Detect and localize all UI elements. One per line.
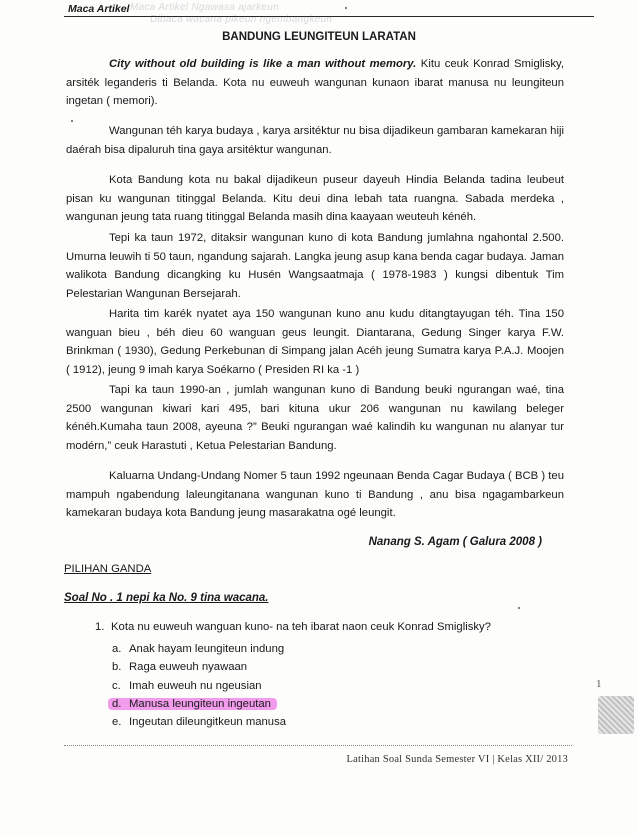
answer-option-wrap — [108, 698, 277, 710]
question-text: Kota nu euweuh wanguan kuno- na teh ibarat naon ceuk Konrad Smiglisky? — [111, 621, 491, 633]
option-letter: e. — [112, 716, 122, 729]
header-label: Maca Artikel — [68, 3, 130, 15]
article-paragraph-1-text: Kitu ceuk Konrad Smiglisky, arsiték leganderis ti Belanda. Kota nu euweuh wangunan kunaon ibarat manusa nu leungiteun ingetan ( memori). — [66, 58, 564, 107]
header-rule — [64, 16, 594, 17]
article-paragraph-7: Kaluarna Undang-Undang Nomer 5 taun 1992 ngeunaan Benda Cagar Budaya ( BCB ) teu mampuh ngabendung laleungitanana wangunan kuno ti Bandung , anu bisa ngagambarkeun kamekaran budaya kota Bandung jeung masarakatna ogé leungit. — [66, 470, 564, 519]
option-text: Anak hayam leungiteun indung — [129, 643, 285, 655]
answer-option — [112, 713, 286, 731]
page-footer: Latihan Soal Sunda Semester VI | Kelas XII/ 2013 — [346, 754, 568, 765]
option-text: Manusa leungiteun ingeutan — [129, 697, 271, 710]
answer-option — [112, 677, 286, 695]
answer-option-wrap — [112, 680, 262, 692]
article-quote: City without old building is like a man without memory. — [109, 58, 417, 70]
answer-options — [112, 640, 286, 731]
answer-option-wrap — [112, 643, 284, 655]
scan-speck — [518, 607, 520, 609]
option-letter: d. — [112, 697, 122, 710]
question-number: 1. — [95, 621, 105, 633]
article-title: BANDUNG LEUNGITEUN LARATAN — [222, 31, 416, 43]
answer-option — [112, 695, 286, 713]
scan-speck — [345, 7, 347, 9]
article-author: Nanang S. Agam ( Galura 2008 ) — [368, 536, 542, 548]
question-1 — [95, 621, 491, 633]
answer-option-wrap — [112, 716, 286, 728]
answer-option — [112, 640, 286, 658]
margin-number: 1 — [596, 678, 602, 690]
section-label: PILIHAN GANDA — [64, 563, 152, 575]
scan-speck — [71, 120, 73, 122]
option-letter: b. — [112, 661, 122, 674]
option-letter: c. — [112, 679, 121, 692]
article-paragraph-3: Kota Bandung kota nu bakal dijadikeun puseur dayeuh Hindia Belanda tadina leubeut pisan ku wangunan titinggal Belanda. Kitu deui dina lebah tata ruangna. Sabada merdeka , wangunan jeung tata ruang titinggal Belanda masih dina kaayaan weuteuh kénéh. — [66, 174, 564, 223]
article-paragraph-4: Tepi ka taun 1972, ditaksir wangunan kuno di kota Bandung jumlahna ngahontal 2.500. Umurna leuwih ti 50 taun, ngandung sajarah. Langka jeung asup kana benda cagar budaya. Jaman walikota Bandung dicangking ku Husén Wangsaatmaja ( 1978-1983 ) kungsi dibentuk Tim Pelestarian Wangunan Bersejarah. — [66, 232, 564, 300]
quiz-instruction: Soal No . 1 nepi ka No. 9 tina wacana. — [64, 592, 269, 604]
answer-option-wrap — [112, 661, 247, 673]
article-paragraph-5: Harita tim karék nyatet aya 150 wangunan kuno anu kudu ditangtayugan téh. Tina 150 wanguan bieu , béh dieu 60 wanguan geus leungit. Diantarana, Gedung Singer karya F.W. Brinkman ( 1930), Gedung Perkebunan di Simpang jalan Acéh jeung Sumatra karya P.A.J. Moojen ( 1912), jeung 9 imah karya Soékarno ( Presiden RI ka -1 ) — [66, 308, 564, 376]
footer-rule — [64, 745, 572, 746]
answer-option — [112, 658, 286, 676]
option-text: Ingeutan dileungitkeun manusa — [129, 716, 287, 729]
article-paragraph-2: Wangunan téh karya budaya , karya arsitéktur nu bisa dijadikeun gambaran kamekaran hiji daérah bisa dipaluruh tina gaya arsitéktur wangunan. — [66, 125, 564, 156]
article-paragraph-1 — [66, 55, 564, 111]
option-letter: a. — [112, 643, 122, 655]
article-paragraph-6: Tapi ka taun 1990-an , jumlah wangunan kuno di Bandung beuki ngurangan waé, tina 2500 wangunan kiwari kari 495, bari kituna ukur 206 wangunan nu kawilang beleger kénéh.Kumaha taun 2008, ayeuna ?” Beuki ngurangan waé kalindih ku wangunan nu alanyar tur modérn,” ceuk Harastuti , Ketua Pelestarian Bandung. — [66, 384, 564, 452]
scan-artifact — [598, 696, 634, 734]
bleed-through-text: Dibaca wacana pikeun ngembangkeun — [150, 14, 333, 25]
option-text: Raga euweuh nyawaan — [129, 661, 248, 674]
option-text: Imah euweuh nu ngeusian — [129, 679, 262, 692]
bleed-through-text: Maca Artikel Ngawasa ajarkeun — [130, 2, 279, 13]
